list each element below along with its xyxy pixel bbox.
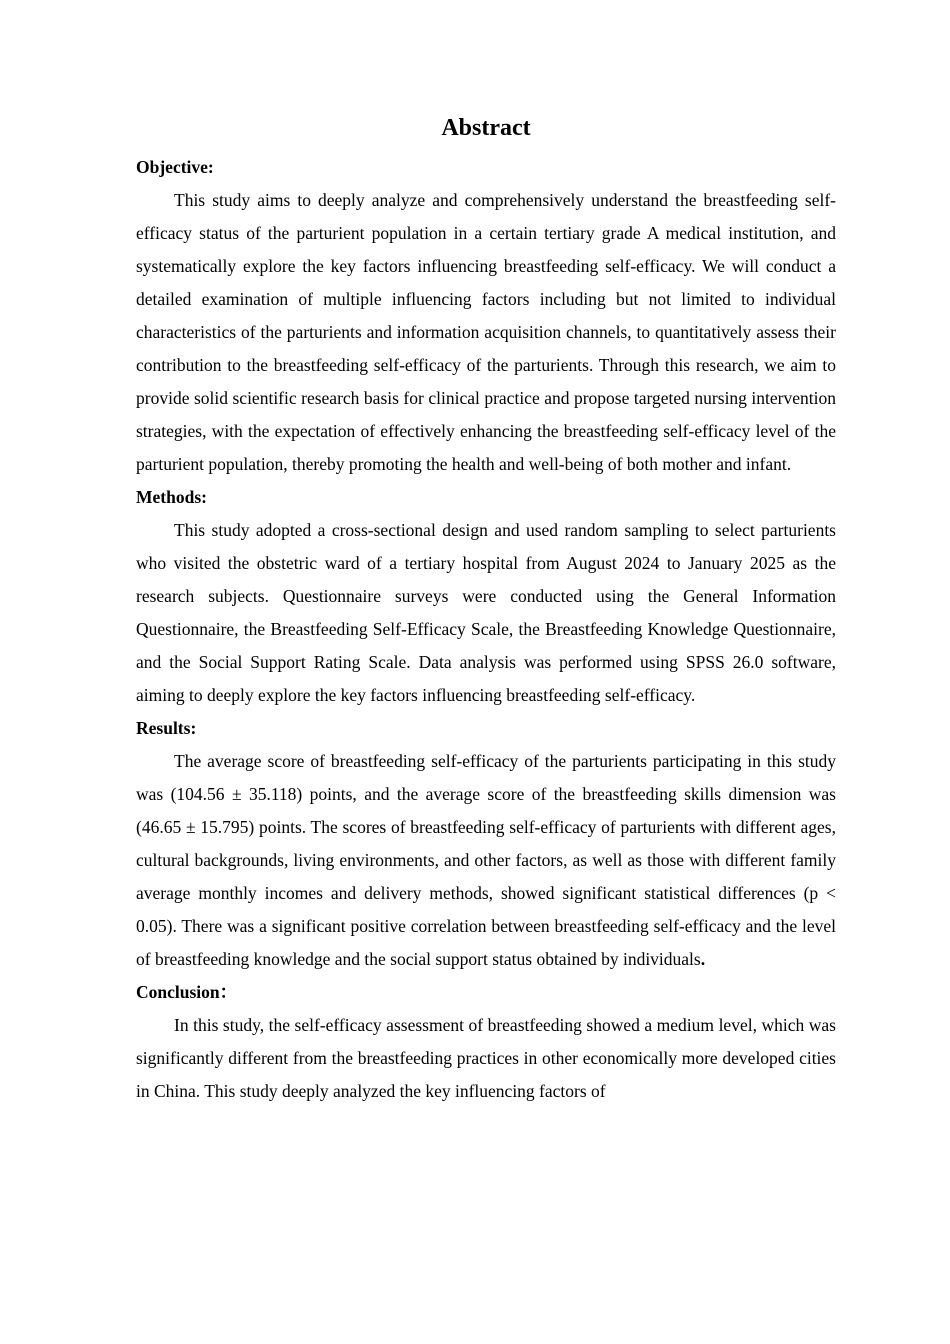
results-paragraph-text: The average score of breastfeeding self-efficacy of the parturients participating in this study was (104.56 ± 35.118) points, and the average score of the breastfeeding skills dimension was (46.65 ± 15.795) points. The scores of breastfeeding self-efficacy of parturients with different ages, cultural backgrounds, living environments, and other factors, as well as those with different family average monthly incomes and delivery methods, showed significant statistical differences (p < 0.05). There was a significant positive correlation between breastfeeding self-efficacy and the level of breastfeeding knowledge and the social support status obtained by individuals [136, 751, 836, 969]
objective-section [136, 151, 836, 481]
page-title: Abstract [441, 115, 531, 141]
conclusion-heading: Conclusion： [136, 982, 238, 1002]
conclusion-section [136, 976, 836, 1108]
results-paragraph [136, 745, 836, 976]
abstract-page [136, 112, 836, 1108]
results-paragraph-end: . [700, 949, 706, 969]
conclusion-paragraph: In this study, the self-efficacy assessment of breastfeeding showed a medium level, which was significantly different from the breastfeeding practices in other economically more developed cities in China. This study deeply analyzed the key influencing factors of [136, 1015, 836, 1101]
results-section [136, 712, 836, 976]
objective-paragraph: This study aims to deeply analyze and comprehensively understand the breastfeeding self-efficacy status of the parturient population in a certain tertiary grade A medical institution, and systematically explore the key factors influencing breastfeeding self-efficacy. We will conduct a detailed examination of multiple influencing factors including but not limited to individual characteristics of the parturients and information acquisition channels, to quantitatively assess their contribution to the breastfeeding self-efficacy of the parturients. Through this research, we aim to provide solid scientific research basis for clinical practice and propose targeted nursing intervention strategies, with the expectation of effectively enhancing the breastfeeding self-efficacy level of the parturient population, thereby promoting the health and well-being of both mother and infant. [136, 190, 836, 474]
methods-section [136, 481, 836, 712]
objective-heading: Objective: [136, 157, 214, 177]
methods-heading: Methods: [136, 487, 207, 507]
methods-paragraph: This study adopted a cross-sectional design and used random sampling to select parturients who visited the obstetric ward of a tertiary hospital from August 2024 to January 2025 as the research subjects. Questionnaire surveys were conducted using the General Information Questionnaire, the Breastfeeding Self-Efficacy Scale, the Breastfeeding Knowledge Questionnaire, and the Social Support Rating Scale. Data analysis was performed using SPSS 26.0 software, aiming to deeply explore the key factors influencing breastfeeding self-efficacy. [136, 520, 836, 705]
results-heading: Results: [136, 718, 197, 738]
